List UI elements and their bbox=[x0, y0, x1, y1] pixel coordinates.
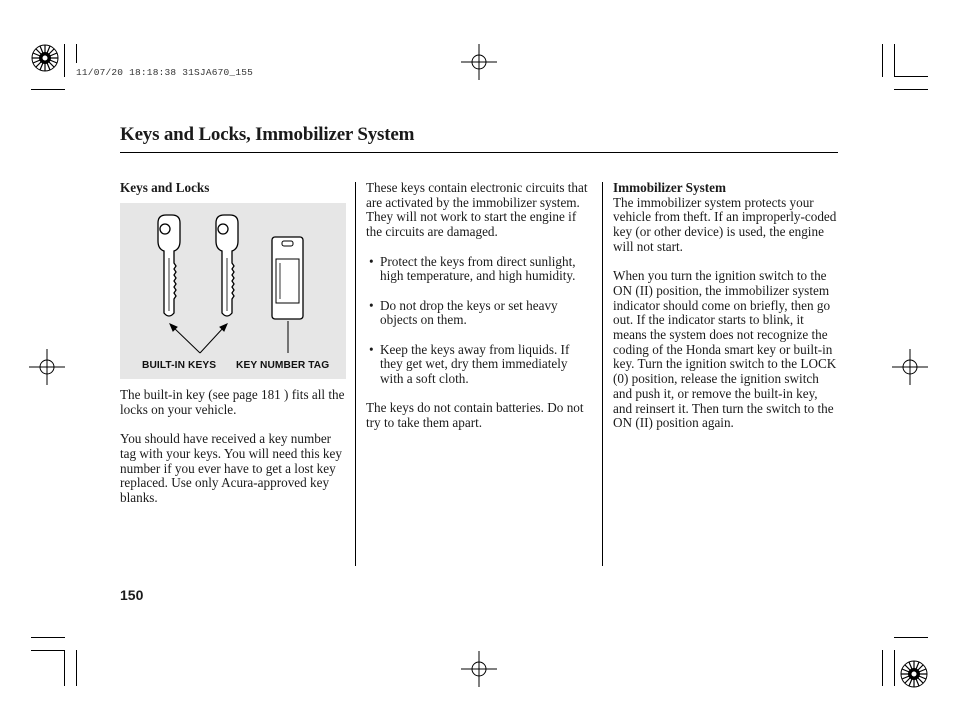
crop-mark bbox=[882, 44, 883, 77]
print-stamp: 11/07/20 18:18:38 31SJA670_155 bbox=[76, 67, 254, 78]
column-1 bbox=[120, 181, 346, 196]
crop-mark bbox=[31, 89, 65, 90]
registration-crosshair-icon bbox=[461, 651, 497, 687]
list-item: • Keep the keys away from liquids. If they get wet, dry them immediately with a soft cloth. bbox=[366, 343, 592, 387]
crop-mark bbox=[76, 650, 77, 686]
crop-mark bbox=[894, 637, 928, 638]
crop-mark bbox=[31, 637, 65, 638]
column-divider bbox=[355, 182, 356, 566]
built-in-key-icon bbox=[158, 215, 180, 316]
registration-crosshair-icon bbox=[892, 349, 928, 385]
label-key-number-tag: KEY NUMBER TAG bbox=[236, 360, 330, 371]
column-3 bbox=[613, 181, 839, 431]
starburst-registration-icon bbox=[900, 660, 928, 688]
keys-illustration bbox=[120, 203, 346, 379]
section-heading-keys-and-locks: Keys and Locks bbox=[120, 180, 210, 195]
crop-mark bbox=[894, 89, 928, 90]
crop-mark bbox=[894, 650, 895, 686]
page-title: Keys and Locks, Immobilizer System bbox=[120, 124, 415, 145]
paragraph: The keys do not contain batteries. Do not try to take them apart. bbox=[366, 400, 584, 431]
registration-crosshair-icon bbox=[29, 349, 65, 385]
key-number-tag-icon bbox=[272, 237, 303, 319]
paragraph: These keys contain electronic circuits that are activated by the immobilizer system. They will not work to start the engine if the circuits are damaged. bbox=[366, 180, 588, 240]
column-1-body bbox=[120, 388, 346, 506]
crop-mark bbox=[64, 44, 65, 77]
bullet-list bbox=[366, 255, 592, 387]
section-heading-immobilizer: Immobilizer System bbox=[613, 180, 726, 195]
column-2 bbox=[366, 181, 592, 431]
keys-figure bbox=[120, 203, 346, 379]
crop-mark bbox=[882, 650, 883, 686]
crop-mark bbox=[31, 650, 65, 651]
list-item: • Protect the keys from direct sunlight, high temperature, and high humidity. bbox=[366, 255, 592, 284]
label-built-in-keys: BUILT-IN KEYS bbox=[142, 360, 217, 371]
list-item: • Do not drop the keys or set heavy objects on them. bbox=[366, 299, 592, 328]
crop-mark bbox=[64, 650, 65, 686]
crop-mark bbox=[894, 44, 895, 77]
callout-lines bbox=[170, 321, 288, 353]
paragraph: The built-in key (see page 181 ) fits all the locks on your vehicle. bbox=[120, 387, 345, 417]
page-number: 150 bbox=[120, 587, 144, 603]
paragraph: You should have received a key number tag with your keys. You will need this key number if you ever have to get a lost key replaced. Use only Acura-approved key blanks. bbox=[120, 431, 342, 505]
paragraph: When you turn the ignition switch to the ON (II) position, the immobilizer system indicator should come on briefly, then go out. If the indicator starts to blink, it means the system does not recognize the coding of the Honda smart key or built-in key. Turn the ignition switch to the LOCK (0) position, release the ignition switch and push it, or remove the built-in key, and reinsert it. Then turn the switch to the ON (II) position again. bbox=[613, 268, 837, 431]
crop-mark bbox=[76, 44, 77, 63]
registration-crosshair-icon bbox=[461, 44, 497, 80]
column-divider bbox=[602, 182, 603, 566]
title-rule bbox=[120, 152, 838, 153]
built-in-key-icon bbox=[216, 215, 238, 316]
starburst-registration-icon bbox=[31, 44, 59, 72]
paragraph: The immobilizer system protects your vehicle from theft. If an improperly-coded key (or other device) is used, the engine will not start. bbox=[613, 194, 837, 254]
crop-mark bbox=[894, 76, 928, 77]
